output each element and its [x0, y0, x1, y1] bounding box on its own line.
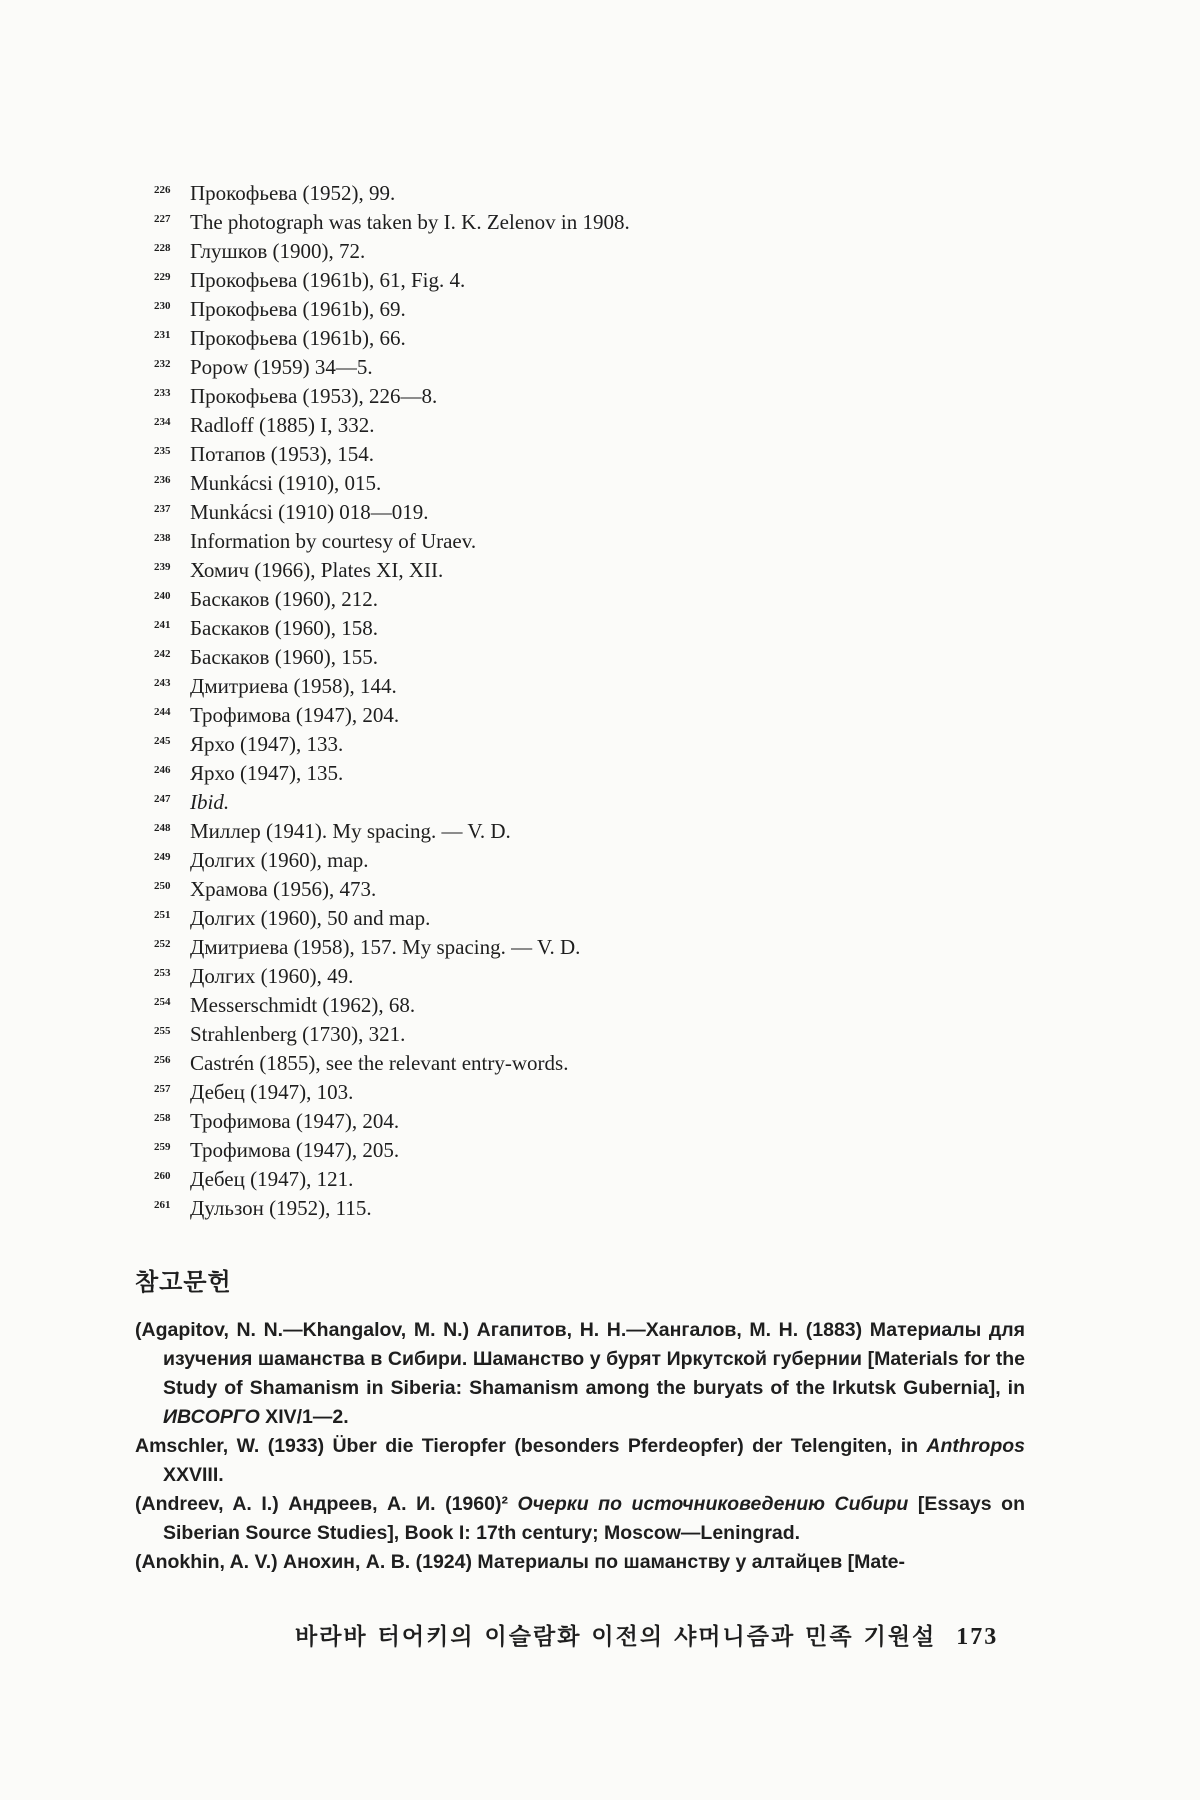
- footnote-number: 241: [154, 619, 171, 631]
- footnote: [154, 524, 1054, 553]
- footnote: [154, 466, 1054, 495]
- reference-text: (Agapitov, N. N.—Khangalov, M. N.) Агапитов, Н. Н.—Хангалов, М. Н. (1883) Материалы для изучения шаманства в Сибири. Шаманство у бурят Иркутской губернии [Materials for the Study of Shamanism in Siberia: Shamanism among the buryats of the Irkutsk Gubernia], in: [135, 1319, 1025, 1399]
- footnote: [154, 292, 1054, 321]
- footnote-number: 246: [154, 764, 171, 776]
- footnote-number: 256: [154, 1054, 171, 1066]
- footnote-text: Information by courtesy of Uraev.: [190, 529, 477, 553]
- footnote-number: 250: [154, 880, 171, 892]
- footnote-text: Popow (1959) 34—5.: [190, 355, 373, 379]
- footnote-text: Дульзон (1952), 115.: [190, 1196, 372, 1220]
- footnote-text: Munkácsi (1910) 018—019.: [190, 500, 429, 524]
- footnote-number: 245: [154, 735, 171, 747]
- running-title: 바라바 터어키의 이슬람화 이전의 샤머니즘과 민족 기원설: [295, 1624, 937, 1650]
- footnote: [154, 1046, 1054, 1075]
- footnote-text: Прокофьева (1952), 99.: [190, 181, 396, 205]
- footnote-number: 259: [154, 1141, 171, 1153]
- reference-text: XXVIII.: [163, 1464, 224, 1486]
- footnote-number: 233: [154, 387, 171, 399]
- footnote-text: Прокофьева (1961b), 61, Fig. 4.: [190, 268, 466, 292]
- footnote-text: Трофимова (1947), 204.: [190, 703, 400, 727]
- footnote-text: Баскаков (1960), 155.: [190, 645, 378, 669]
- footnote-text: Прокофьева (1961b), 66.: [190, 326, 406, 350]
- footnote: [154, 669, 1054, 698]
- footnote: [154, 756, 1054, 785]
- footnote-number: 226: [154, 184, 171, 196]
- reference-title: ИВСОРГО: [163, 1406, 260, 1428]
- footnote-text: Дебец (1947), 121.: [190, 1167, 354, 1191]
- footnote-number: 231: [154, 329, 171, 341]
- footnote-number: 261: [154, 1199, 171, 1211]
- footnote: [154, 1162, 1054, 1191]
- footnote: [154, 437, 1054, 466]
- footnote: [154, 785, 1054, 814]
- footnote-number: 249: [154, 851, 171, 863]
- footnote-number: 255: [154, 1025, 171, 1037]
- footnote-number: 260: [154, 1170, 171, 1182]
- footnote: [154, 408, 1054, 437]
- footnote: [154, 640, 1054, 669]
- footnote-text: Миллер (1941). My spacing. — V. D.: [190, 819, 511, 843]
- reference-text: [Essays on Siberian Source Studies], Book I: 17th century; Moscow—Leningrad.: [163, 1493, 1025, 1544]
- footnote-number: 254: [154, 996, 171, 1008]
- footnote-text: Прокофьева (1953), 226—8.: [190, 384, 438, 408]
- footnote-text: Ярхо (1947), 133.: [190, 732, 344, 756]
- footnote-number: 238: [154, 532, 171, 544]
- footnote-text: Дебец (1947), 103.: [190, 1080, 354, 1104]
- reference-text: (Andreev, A. I.) Андреев, А. И. (1960)²: [135, 1493, 518, 1515]
- footnote-text: Castrén (1855), see the relevant entry-words.: [190, 1051, 569, 1075]
- footnote-number: 240: [154, 590, 171, 602]
- footnote-text: Ibid.: [190, 790, 230, 814]
- footnote-text: The photograph was taken by I. K. Zelenov in 1908.: [190, 210, 630, 234]
- footnote-text: Долгих (1960), 49.: [190, 964, 354, 988]
- footnotes-list: [154, 176, 1054, 1220]
- footnote: [154, 350, 1054, 379]
- footnote-number: 252: [154, 938, 171, 950]
- footnote-number: 230: [154, 300, 171, 312]
- footnote: [154, 205, 1054, 234]
- footnote-number: 243: [154, 677, 171, 689]
- footnote: [154, 698, 1054, 727]
- footnote-text: Трофимова (1947), 204.: [190, 1109, 400, 1133]
- footnote: [154, 582, 1054, 611]
- footnote-number: 258: [154, 1112, 171, 1124]
- footnote-text: Дмитриева (1958), 157. My spacing. — V. D.: [190, 935, 581, 959]
- page-footer: [295, 1618, 1035, 1651]
- footnote-text: Глушков (1900), 72.: [190, 239, 366, 263]
- footnote: [154, 176, 1054, 205]
- footnote: [154, 234, 1054, 263]
- footnote: [154, 988, 1054, 1017]
- footnote-number: 257: [154, 1083, 171, 1095]
- footnote-text: Дмитриева (1958), 144.: [190, 674, 397, 698]
- footnote-number: 247: [154, 793, 171, 805]
- footnote-number: 236: [154, 474, 171, 486]
- footnote: [154, 321, 1054, 350]
- footnote: [154, 901, 1054, 930]
- footnote: [154, 1017, 1054, 1046]
- references-list: [135, 1316, 1025, 1577]
- footnote-number: 229: [154, 271, 171, 283]
- footnote-number: 234: [154, 416, 171, 428]
- footnote-text: Munkácsi (1910), 015.: [190, 471, 382, 495]
- footnote-text: Хомич (1966), Plates XI, XII.: [190, 558, 444, 582]
- footnote: [154, 1133, 1054, 1162]
- footnote-number: 232: [154, 358, 171, 370]
- footnote: [154, 553, 1054, 582]
- footnote: [154, 872, 1054, 901]
- footnote: [154, 843, 1054, 872]
- footnote-text: Баскаков (1960), 158.: [190, 616, 378, 640]
- footnote-number: 239: [154, 561, 171, 573]
- footnote: [154, 930, 1054, 959]
- reference-title: Очерки по источниковедению Сибири: [517, 1493, 909, 1515]
- footnote-text: Strahlenberg (1730), 321.: [190, 1022, 406, 1046]
- footnote-text: Баскаков (1960), 212.: [190, 587, 378, 611]
- footnote: [154, 814, 1054, 843]
- footnote-number: 253: [154, 967, 171, 979]
- footnote-text: Потапов (1953), 154.: [190, 442, 375, 466]
- footnote-number: 242: [154, 648, 171, 660]
- footnote: [154, 263, 1054, 292]
- footnote-number: 244: [154, 706, 171, 718]
- footnote-number: 227: [154, 213, 171, 225]
- footnote: [154, 959, 1054, 988]
- footnote-number: 248: [154, 822, 171, 834]
- reference-entry: [135, 1316, 1025, 1432]
- reference-text: (Anokhin, A. V.) Анохин, А. В. (1924) Материалы по шаманству у алтайцев [Mate-: [135, 1551, 906, 1573]
- footnote: [154, 611, 1054, 640]
- page-number: 173: [956, 1624, 999, 1650]
- footnote-text: Храмова (1956), 473.: [190, 877, 377, 901]
- footnote-text: Долгих (1960), map.: [190, 848, 369, 872]
- footnote-number: 237: [154, 503, 171, 515]
- footnote-text: Прокофьева (1961b), 69.: [190, 297, 406, 321]
- reference-entry: [135, 1548, 1025, 1577]
- references-heading: 참고문헌: [135, 1268, 232, 1296]
- footnote-number: 228: [154, 242, 171, 254]
- footnote: [154, 727, 1054, 756]
- footnote-number: 251: [154, 909, 171, 921]
- footnote: [154, 1075, 1054, 1104]
- reference-title: Anthropos: [926, 1435, 1025, 1457]
- footnote: [154, 379, 1054, 408]
- footnote: [154, 495, 1054, 524]
- reference-text: XIV/1—2.: [259, 1406, 349, 1428]
- footnote-text: Radloff (1885) I, 332.: [190, 413, 375, 437]
- reference-text: Amschler, W. (1933) Über die Tieropfer (besonders Pferdeopfer) der Telengiten, in: [135, 1435, 927, 1457]
- reference-entry: [135, 1490, 1025, 1548]
- footnote-text: Messerschmidt (1962), 68.: [190, 993, 416, 1017]
- footnote: [154, 1104, 1054, 1133]
- footnote-text: Ярхо (1947), 135.: [190, 761, 344, 785]
- footnote-text: Трофимова (1947), 205.: [190, 1138, 400, 1162]
- footnote-number: 235: [154, 445, 171, 457]
- reference-entry: [135, 1432, 1025, 1490]
- footnote-text: Долгих (1960), 50 and map.: [190, 906, 431, 930]
- footnote: [154, 1191, 1054, 1220]
